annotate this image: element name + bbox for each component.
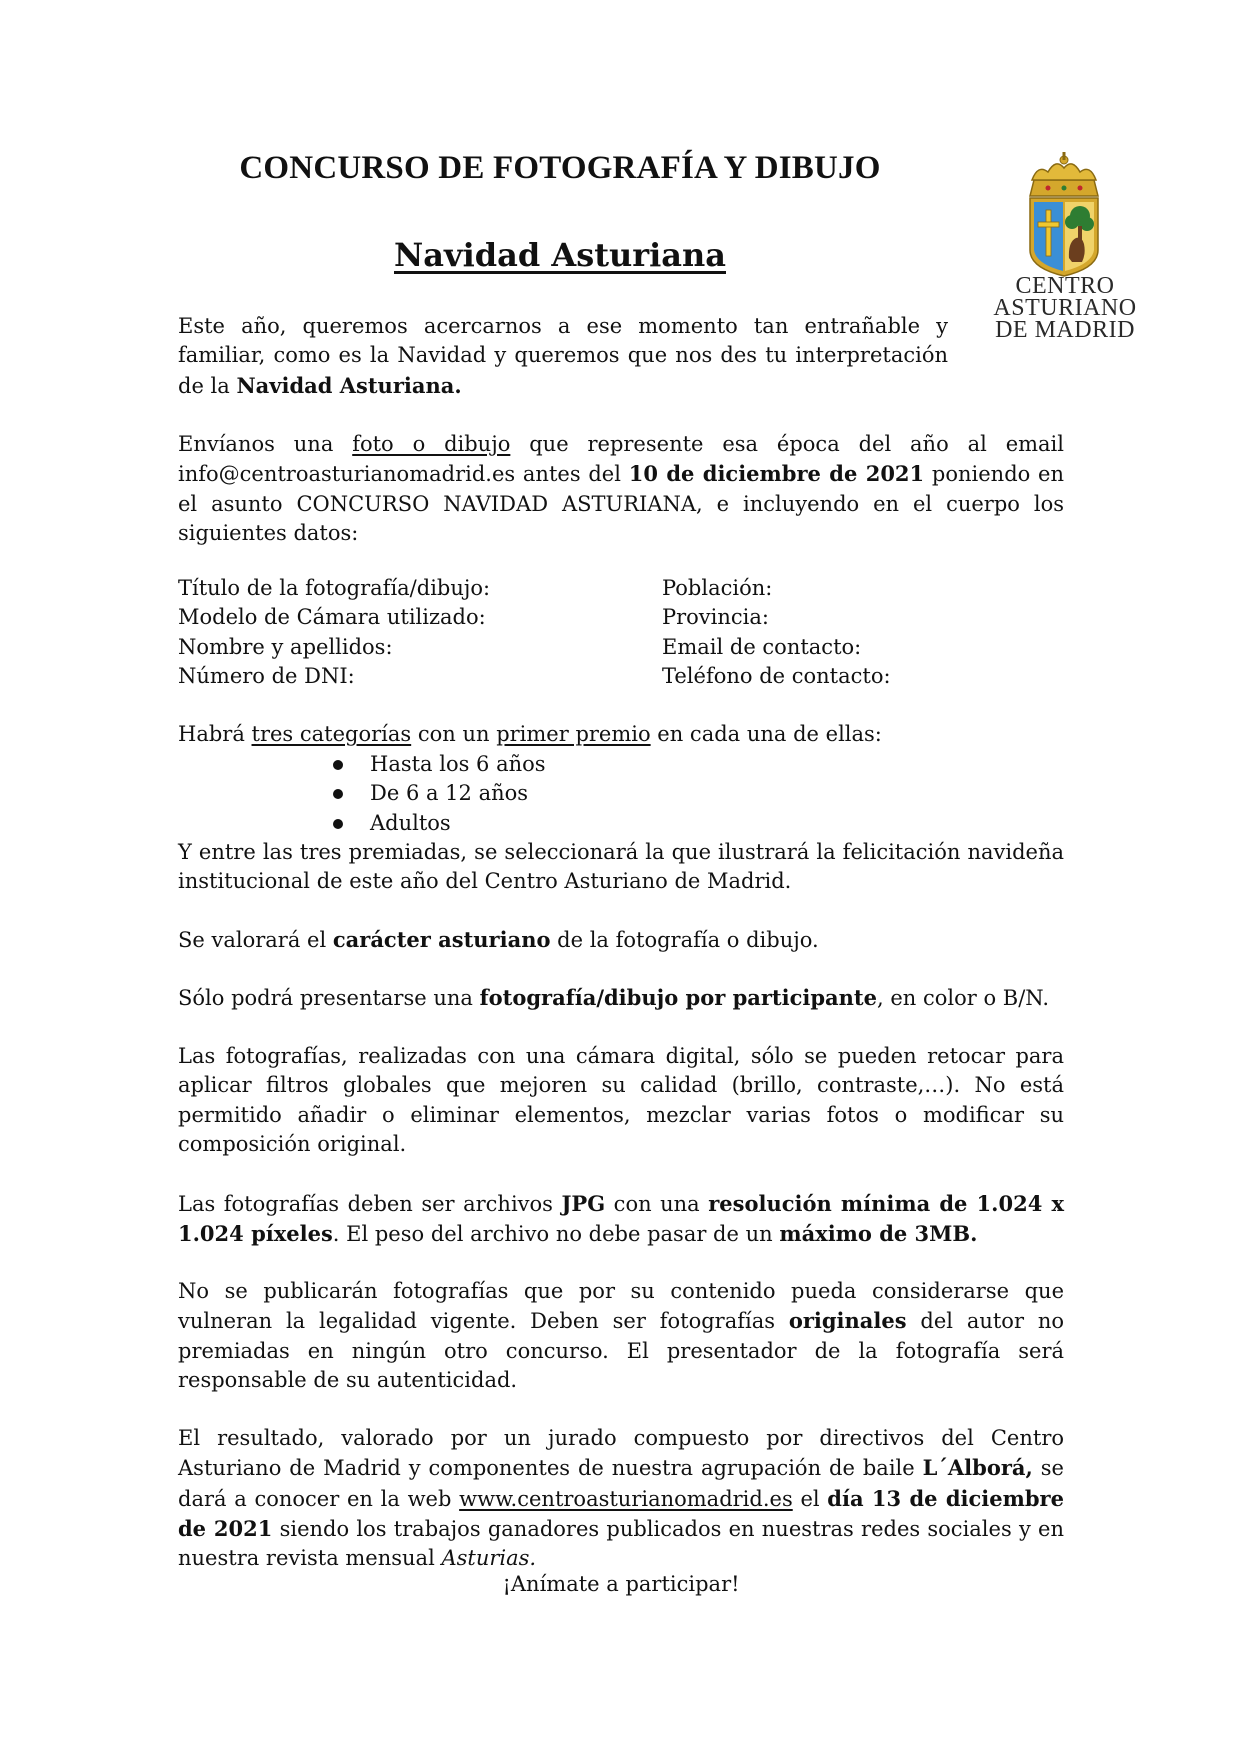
list-item: Adultos: [330, 809, 546, 838]
editing-rules-paragraph: Las fotografías, realizadas con una cámara digital, sólo se pueden retocar para aplicar filtros globales que mejoren su calidad (brillo, contraste,…). No está permitido añadir o eliminar elementos, mezclar varias fotos o modificar su composición original.: [178, 1044, 1064, 1156]
logo-text: [975, 275, 1155, 341]
bullet-icon: [333, 760, 343, 770]
required-fields: [178, 574, 1064, 691]
list-item: Hasta los 6 años: [330, 750, 546, 779]
deadline-date: 10 de diciembre de 2021: [628, 461, 925, 487]
categories-paragraph: Habrá tres categorías con un primer premio en cada una de ellas:: [178, 722, 882, 746]
results-paragraph: El resultado, valorado por un jurado compuesto por directivos del Centro Asturiano de Madrid y componentes de nuestra agrupación de baile L´Alborá, se dará a conocer en la web www.centroasturianomadrid.es el día 13 de diciembre de 2021 siendo los trabajos ganadores publicados en nuestras redes sociales y en nuestra revista mensual Asturias.: [178, 1426, 1064, 1571]
intro-highlight: Navidad Asturiana.: [236, 372, 462, 398]
format-paragraph: Las fotografías deben ser archivos JPG con una resolución mínima de 1.024 x 1.024 píxeles. El peso del archivo no debe pasar de un máximo de 3MB.: [178, 1191, 1064, 1247]
field-label: Número de DNI:: [178, 663, 355, 688]
send-paragraph: Envíanos una foto o dibujo que represente esa época del año al email info@centroasturianomadrid.es antes del 10 de diciembre de 2021 poniendo en el asunto CONCURSO NAVIDAD ASTURIANA, e incluyendo en el cuerpo los siguientes datos:: [178, 432, 1064, 545]
field-row: [178, 603, 1064, 632]
bullet-icon: [333, 789, 343, 799]
selection-paragraph: Y entre las tres premiadas, se seleccionará la que ilustrará la felicitación navideña institucional de este año del Centro Asturiano de Madrid.: [178, 840, 1064, 894]
category-list: [330, 750, 546, 838]
results-date: día 13 de diciembre de 2021: [178, 1485, 1064, 1541]
logo-line-2: ASTURIANO: [993, 295, 1137, 321]
bullet-icon: [333, 819, 343, 829]
primer-premio-text: primer premio: [496, 722, 651, 746]
criteria-paragraph: Se valorará el carácter asturiano de la fotografía o dibujo.: [178, 927, 819, 952]
crown-icon: [1030, 152, 1098, 196]
website-link[interactable]: www.centroasturianomadrid.es: [459, 1486, 793, 1511]
closing-line: ¡Anímate a participar!: [502, 1572, 740, 1596]
field-row: [178, 574, 1064, 603]
field-label: Nombre y apellidos:: [178, 634, 393, 659]
field-label: Teléfono de contacto:: [662, 663, 891, 688]
foto-dibujo-text: foto o dibujo: [352, 432, 511, 456]
field-row: [178, 633, 1064, 662]
entry-limit-paragraph: Sólo podrá presentarse una fotografía/dibujo por participante, en color o B/N.: [178, 985, 1049, 1010]
document-subtitle: Navidad Asturiana: [394, 236, 726, 274]
field-row: [178, 662, 1064, 691]
list-item: De 6 a 12 años: [330, 779, 546, 808]
tres-categorias-text: tres categorías: [251, 722, 412, 746]
logo-line-1: CENTRO: [1015, 273, 1115, 299]
field-label: Modelo de Cámara utilizado:: [178, 605, 486, 630]
logo-line-3: DE MADRID: [995, 317, 1135, 343]
document-title: CONCURSO DE FOTOGRAFÍA Y DIBUJO: [239, 150, 881, 186]
intro-paragraph: Este año, queremos acercarnos a ese momento tan entrañable y familiar, como es la Navidad y queremos que nos des tu interpretación de la Navidad Asturiana.: [178, 314, 948, 398]
field-label: Email de contacto:: [662, 634, 862, 659]
field-label: Provincia:: [662, 605, 769, 630]
field-label: Población:: [662, 576, 773, 600]
field-label: Título de la fotografía/dibujo:: [178, 576, 491, 600]
legal-paragraph: No se publicarán fotografías que por su contenido pueda considerarse que vulneran la legalidad vigente. Deben ser fotografías originales del autor no premiadas en ningún otro concurso. El presentador de la fotografía será responsable de su autenticidad.: [178, 1279, 1064, 1392]
